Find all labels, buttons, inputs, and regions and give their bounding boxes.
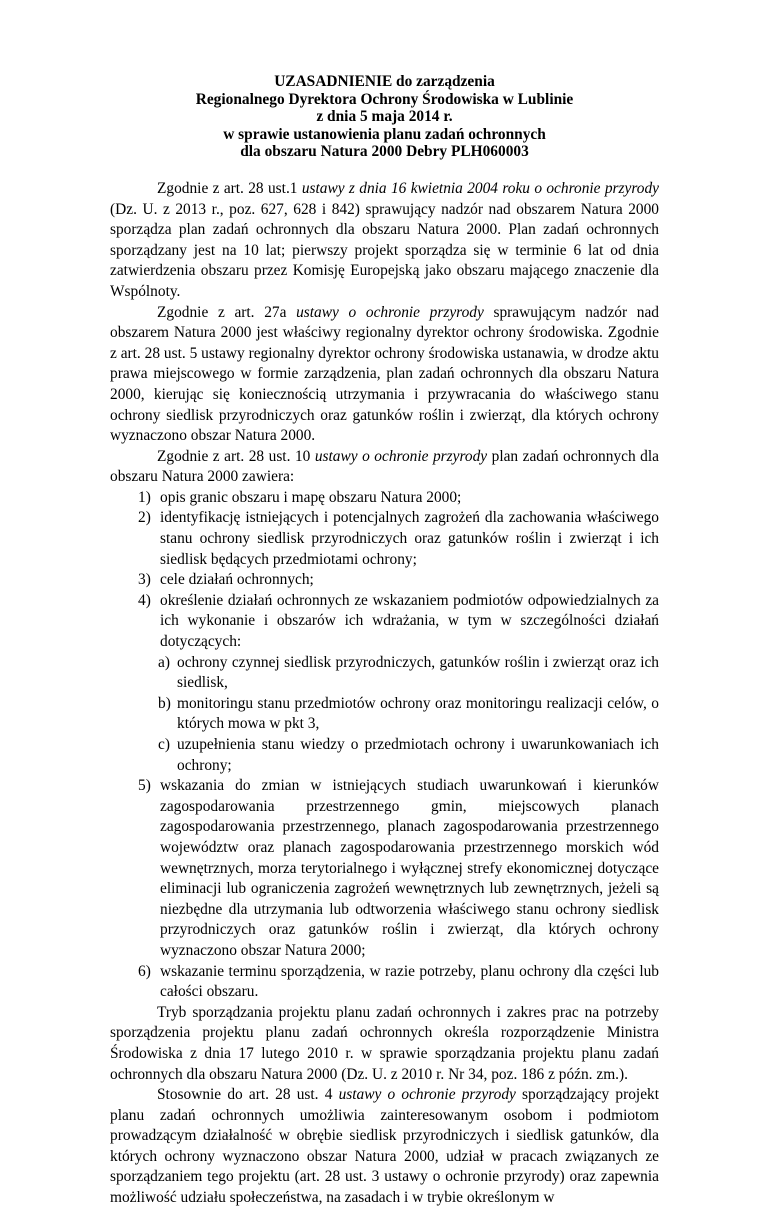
sublist-item xyxy=(110,735,659,776)
title-line-5: dla obszaru Natura 2000 Debry PLH060003 xyxy=(240,143,529,161)
plan-contents-list xyxy=(110,488,659,653)
list-marker: 5) xyxy=(138,777,151,795)
paragraph-5 xyxy=(110,1085,659,1209)
list-marker: 3) xyxy=(138,571,151,589)
list-item-text: określenie działań ochronnych ze wskazaniem podmiotów odpowiedzialnych za ich wykonanie i obszarów ich wdrażania, w tym w szczególności działań dotyczących: xyxy=(160,591,659,651)
p2-text-a: Zgodnie z art. 27a xyxy=(157,303,297,321)
sublist-item xyxy=(110,694,659,735)
p2-text-b: sprawującym nadzór nad obszarem Natura 2000 jest właściwy regionalny dyrektor ochrony środowiska. Zgodnie z art. 28 ust. 5 ustawy regionalny dyrektor ochrony środowiska ustanawia, w drodze aktu prawa miejscowego w formie zarządzenia, plan zadań ochronnych dla obszaru Natura 2000, kierując się koniecznością utrzymania i przywracania do właściwego stanu ochrony siedlisk przyrodniczych oraz gatunków roślin i zwierząt, dla których ochrony wyznaczono obszar Natura 2000. xyxy=(110,303,659,445)
list-marker: 4) xyxy=(138,591,151,609)
list-item xyxy=(110,570,659,591)
p1-text-b: (Dz. U. z 2013 r., poz. 627, 628 i 842) sprawujący nadzór nad obszarem Natura 2000 sporządza plan zadań ochronnych dla obszaru Natura 2000. Plan zadań ochronnych sporządzany jest na 10 lat; pierwszy projekt sporządza się w terminie 6 lat od dnia zatwierdzenia obszaru przez Komisję Europejską jako obszaru mającego znaczenie dla Wspólnoty. xyxy=(110,200,659,300)
paragraph-3 xyxy=(110,447,659,488)
list-item-text: opis granic obszaru i mapę obszaru Natura 2000; xyxy=(160,488,462,506)
list-marker: 6) xyxy=(138,962,151,980)
sublist-item xyxy=(110,653,659,694)
title-line-3: z dnia 5 maja 2014 r. xyxy=(316,108,453,126)
list-item xyxy=(110,591,659,653)
title-line-4: w sprawie ustanowienia planu zadań ochronnych xyxy=(223,125,546,143)
p3-act-title: ustawy o ochronie przyrody xyxy=(314,447,488,465)
paragraph-2 xyxy=(110,303,659,447)
p3-text-a: Zgodnie z art. 28 ust. 10 xyxy=(157,447,315,465)
document-title xyxy=(110,73,659,161)
sublist-marker: a) xyxy=(158,653,170,671)
p1-text-a: Zgodnie z art. 28 ust.1 xyxy=(157,179,302,197)
list-item-text: wskazania do zmian w istniejących studiach uwarunkowań i kierunków zagospodarowania przestrzennego gmin, miejscowych planach zagospodarowania przestrzennego, planach zagospodarowania przestrzennego województw oraz planach zagospodarowania przestrzennego morskich wód wewnętrznych, morza terytorialnego i wyłącznej strefy ekonomicznej dotyczące eliminacji lub ograniczenia zagrożeń wewnętrznych lub zewnętrznych, jeżeli są niezbędne dla utrzymania lub odtworzenia właściwego stanu ochrony siedlisk przyrodniczych oraz gatunków roślin i zwierząt, dla których ochrony wyznaczono obszar Natura 2000; xyxy=(160,777,659,959)
p5-act-title: ustawy o ochronie przyrody xyxy=(338,1086,516,1104)
protective-actions-sublist xyxy=(110,653,659,777)
p2-act-title: ustawy o ochronie przyrody xyxy=(296,303,484,321)
list-item xyxy=(110,776,659,961)
plan-contents-list-continued xyxy=(110,776,659,1003)
list-item xyxy=(110,962,659,1003)
list-item-text: cele działań ochronnych; xyxy=(160,571,314,589)
paragraph-4: Tryb sporządzania projektu planu zadań ochronnych i zakres prac na potrzeby sporządzenia projektu planu zadań ochronnych określa rozporządzenie Ministra Środowiska z dnia 17 lutego 2010 r. w sprawie sporządzania projektu planu zadań ochronnych dla obszaru Natura 2000 (Dz. U. z 2010 r. Nr 34, poz. 186 z późn. zm.). xyxy=(110,1003,659,1083)
list-item xyxy=(110,488,659,509)
paragraph-1 xyxy=(110,179,659,303)
document-body xyxy=(110,179,659,1209)
sublist-item-text: ochrony czynnej siedlisk przyrodniczych, gatunków roślin i zwierząt oraz ich siedlisk, xyxy=(177,653,659,692)
list-item-text: wskazanie terminu sporządzenia, w razie potrzeby, planu ochrony dla części lub całości obszaru. xyxy=(160,962,659,1001)
list-item-text: identyfikację istniejących i potencjalnych zagrożeń dla zachowania właściwego stanu ochrony siedlisk przyrodniczych oraz gatunków roślin i zwierząt i ich siedlisk będących przedmiotami ochrony; xyxy=(160,509,659,568)
p5-text-b: sporządzający projekt planu zadań ochronnych umożliwia zainteresowanym osobom i podmiotom prowadzącym działalność w obrębie siedlisk przyrodniczych i siedlisk gatunków, dla których ochrony wyznaczono obszar Natura 2000, udział w pracach związanych ze sporządzaniem tego projektu (art. 28 ust. 3 ustawy o ochronie przyrody) oraz zapewnia możliwość udziału społeczeństwa, na zasadach i w trybie określonym w xyxy=(110,1086,659,1207)
sublist-item-text: monitoringu stanu przedmiotów ochrony oraz monitoringu realizacji celów, o których mowa w pkt 3, xyxy=(177,694,659,733)
p5-text-a: Stosownie do art. 28 ust. 4 xyxy=(157,1086,339,1104)
sublist-item-text: uzupełnienia stanu wiedzy o przedmiotach ochrony i uwarunkowaniach ich ochrony; xyxy=(177,736,659,774)
p3-text-b: plan zadań ochronnych dla obszaru Natura 2000 zawiera: xyxy=(110,447,659,486)
title-line-1: UZASADNIENIE do zarządzenia xyxy=(274,73,495,90)
list-item xyxy=(110,508,659,570)
sublist-marker: c) xyxy=(158,736,170,753)
p1-act-title: ustawy z dnia 16 kwietnia 2004 roku o ochronie przyrody xyxy=(301,179,659,197)
sublist-marker: b) xyxy=(158,694,171,712)
list-marker: 2) xyxy=(138,509,151,527)
list-marker: 1) xyxy=(138,488,151,506)
title-line-2: Regionalnego Dyrektora Ochrony Środowiska w Lublinie xyxy=(195,90,574,108)
